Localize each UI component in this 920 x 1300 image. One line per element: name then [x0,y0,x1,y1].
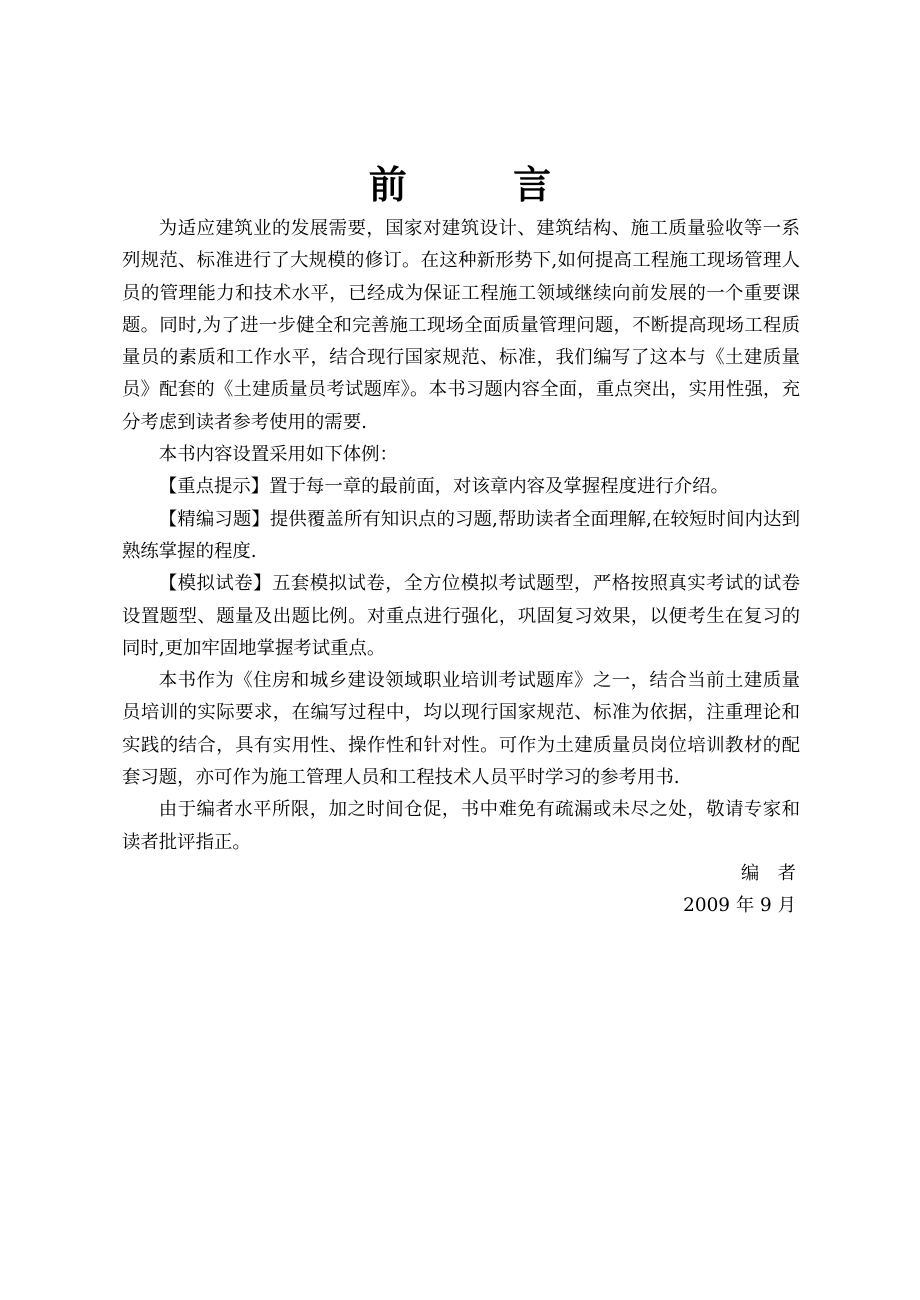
paragraph-key-points: 【重点提示】置于每一章的最前面，对该章内容及掌握程度进行介绍。 [158,476,729,498]
paragraph-format-heading: 本书内容设置采用如下体例： [158,444,398,466]
page-title: 前 言 [368,163,586,207]
paragraph-book-purpose: 本书作为《住房和城乡建设领域职业培训考试题库》之一，结合当前土建质量员培训的实际要求，在编写过程中，均以现行国家规范、标准为依据，注重理论和实践的结合，具有实用性、操作性和针对性。可作为土建质量员岗位培训教材的配套习题，亦可作为施工管理人员和工程技术人员平时学习的参考用书. [122,670,800,789]
preface-body [122,213,800,859]
paragraph-exercises: 【精编习题】提供覆盖所有知识点的习题,帮助读者全面理解,在较短时间内达到熟练掌握的程度. [122,508,800,562]
signature-author: 编 者 [740,863,796,884]
signature-date: 2009 年 9 月 [683,895,796,917]
paragraph-intro: 为适应建筑业的发展需要，国家对建筑设计、建筑结构、施工质量验收等一系列规范、标准进行了大规模的修订。在这种新形势下,如何提高工程施工现场管理人员的管理能力和技术水平，已经成为保证工程施工领域继续向前发展的一个重要课题。同时,为了进一步健全和完善施工现场全面质量管理问题，不断提高现场工程质量员的素质和工作水平，结合现行国家规范、标准，我们编写了这本与《土建质量员》配套的《土建质量员考试题库》。本书习题内容全面，重点突出，实用性强，充分考虑到读者参考使用的需要. [122,218,800,433]
paragraph-mock-exams: 【模拟试卷】五套模拟试卷，全方位模拟考试题型，严格按照真实考试的试卷设置题型、题量及出题比例。对重点进行强化，巩固复习效果，以便考生在复习的同时,更加牢固地掌握考试重点。 [122,573,800,659]
signature-block [683,858,796,923]
paragraph-apology: 由于编者水平所限，加之时间仓促，书中难免有疏漏或未尽之处，敬请专家和读者批评指正。 [122,799,800,853]
